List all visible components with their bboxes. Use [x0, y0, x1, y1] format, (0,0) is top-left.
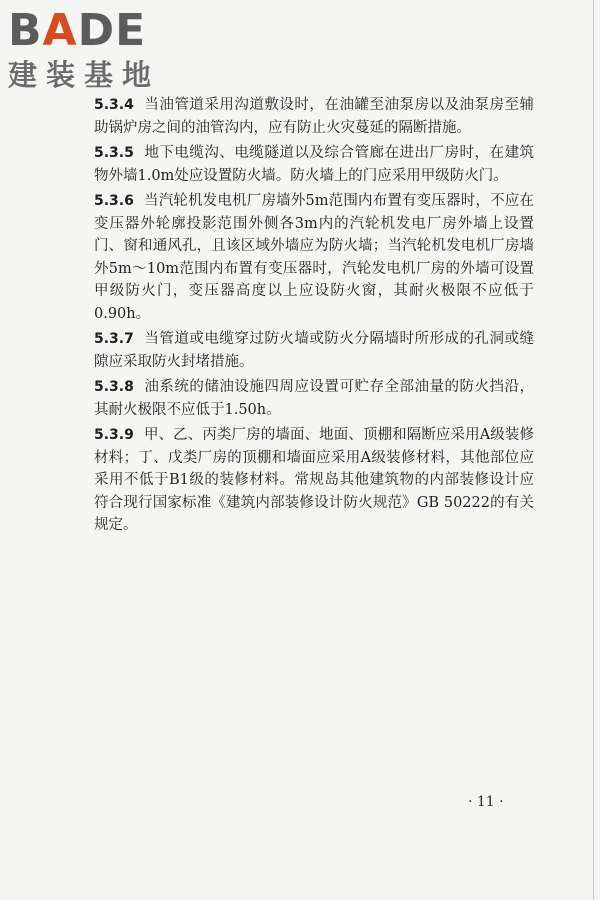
logo-letters-de: DE	[77, 5, 147, 56]
clause-text: 甲、乙、丙类厂房的墙面、地面、顶棚和隔断应采用A级装修材料；丁、戊类厂房的顶棚和墙面应采用A级装修材料，其他部位应采用不低于B1级的装修材料。常规岛其他建筑物的内部装修设计应符合现行国家标准《建筑内部装修设计防火规范》GB 50222的有关规定。	[94, 427, 534, 533]
clause-text: 当油管道采用沟道敷设时，在油罐至油泵房以及油泵房至辅助锅炉房之间的油管沟内，应有防止火灾蔓延的隔断措施。	[94, 97, 534, 136]
clause-5-3-9	[94, 424, 534, 537]
clause-number: 5.3.6	[94, 193, 134, 209]
document-body	[94, 94, 534, 540]
logo-wordmark	[8, 6, 178, 56]
clause-5-3-6	[94, 190, 534, 325]
clause-number: 5.3.7	[94, 331, 134, 347]
clause-number: 5.3.4	[94, 97, 134, 113]
logo-subtitle: 建装基地	[8, 58, 161, 92]
clause-5-3-5	[94, 142, 534, 187]
clause-number: 5.3.9	[94, 427, 134, 443]
page-edge-divider	[593, 0, 594, 900]
clause-5-3-8	[94, 376, 534, 421]
clause-number: 5.3.8	[94, 379, 134, 395]
logo-letter-a: A	[42, 5, 78, 56]
clause-text: 油系统的储油设施四周应设置可贮存全部油量的防火挡沿，其耐火极限不应低于1.50h。	[94, 379, 534, 418]
clause-5-3-4	[94, 94, 534, 139]
clause-text: 当管道或电缆穿过防火墙或防火分隔墙时所形成的孔洞或缝隙应采取防火封堵措施。	[94, 331, 534, 370]
clause-text: 当汽轮机发电机厂房墙外5m范围内布置有变压器时，不应在变压器外轮廓投影范围外侧各3m内的汽轮机发电厂房外墙上设置门、窗和通风孔，且该区域外墙应为防火墙；当汽轮机发电机厂房墙外5m～10m范围内布置有变压器时，汽轮发电机厂房的外墙可设置甲级防火门，变压器高度以上应设防火窗，其耐火极限不应低于0.90h。	[94, 193, 534, 322]
clause-text: 地下电缆沟、电缆隧道以及综合管廊在进出厂房时，在建筑物外墙1.0m处应设置防火墙。防火墙上的门应采用甲级防火门。	[94, 145, 534, 184]
clause-number: 5.3.5	[94, 145, 134, 161]
page-number: · 11 ·	[468, 794, 504, 810]
clause-5-3-7	[94, 328, 534, 373]
bade-logo	[8, 6, 178, 92]
logo-letter-b: B	[8, 5, 43, 56]
